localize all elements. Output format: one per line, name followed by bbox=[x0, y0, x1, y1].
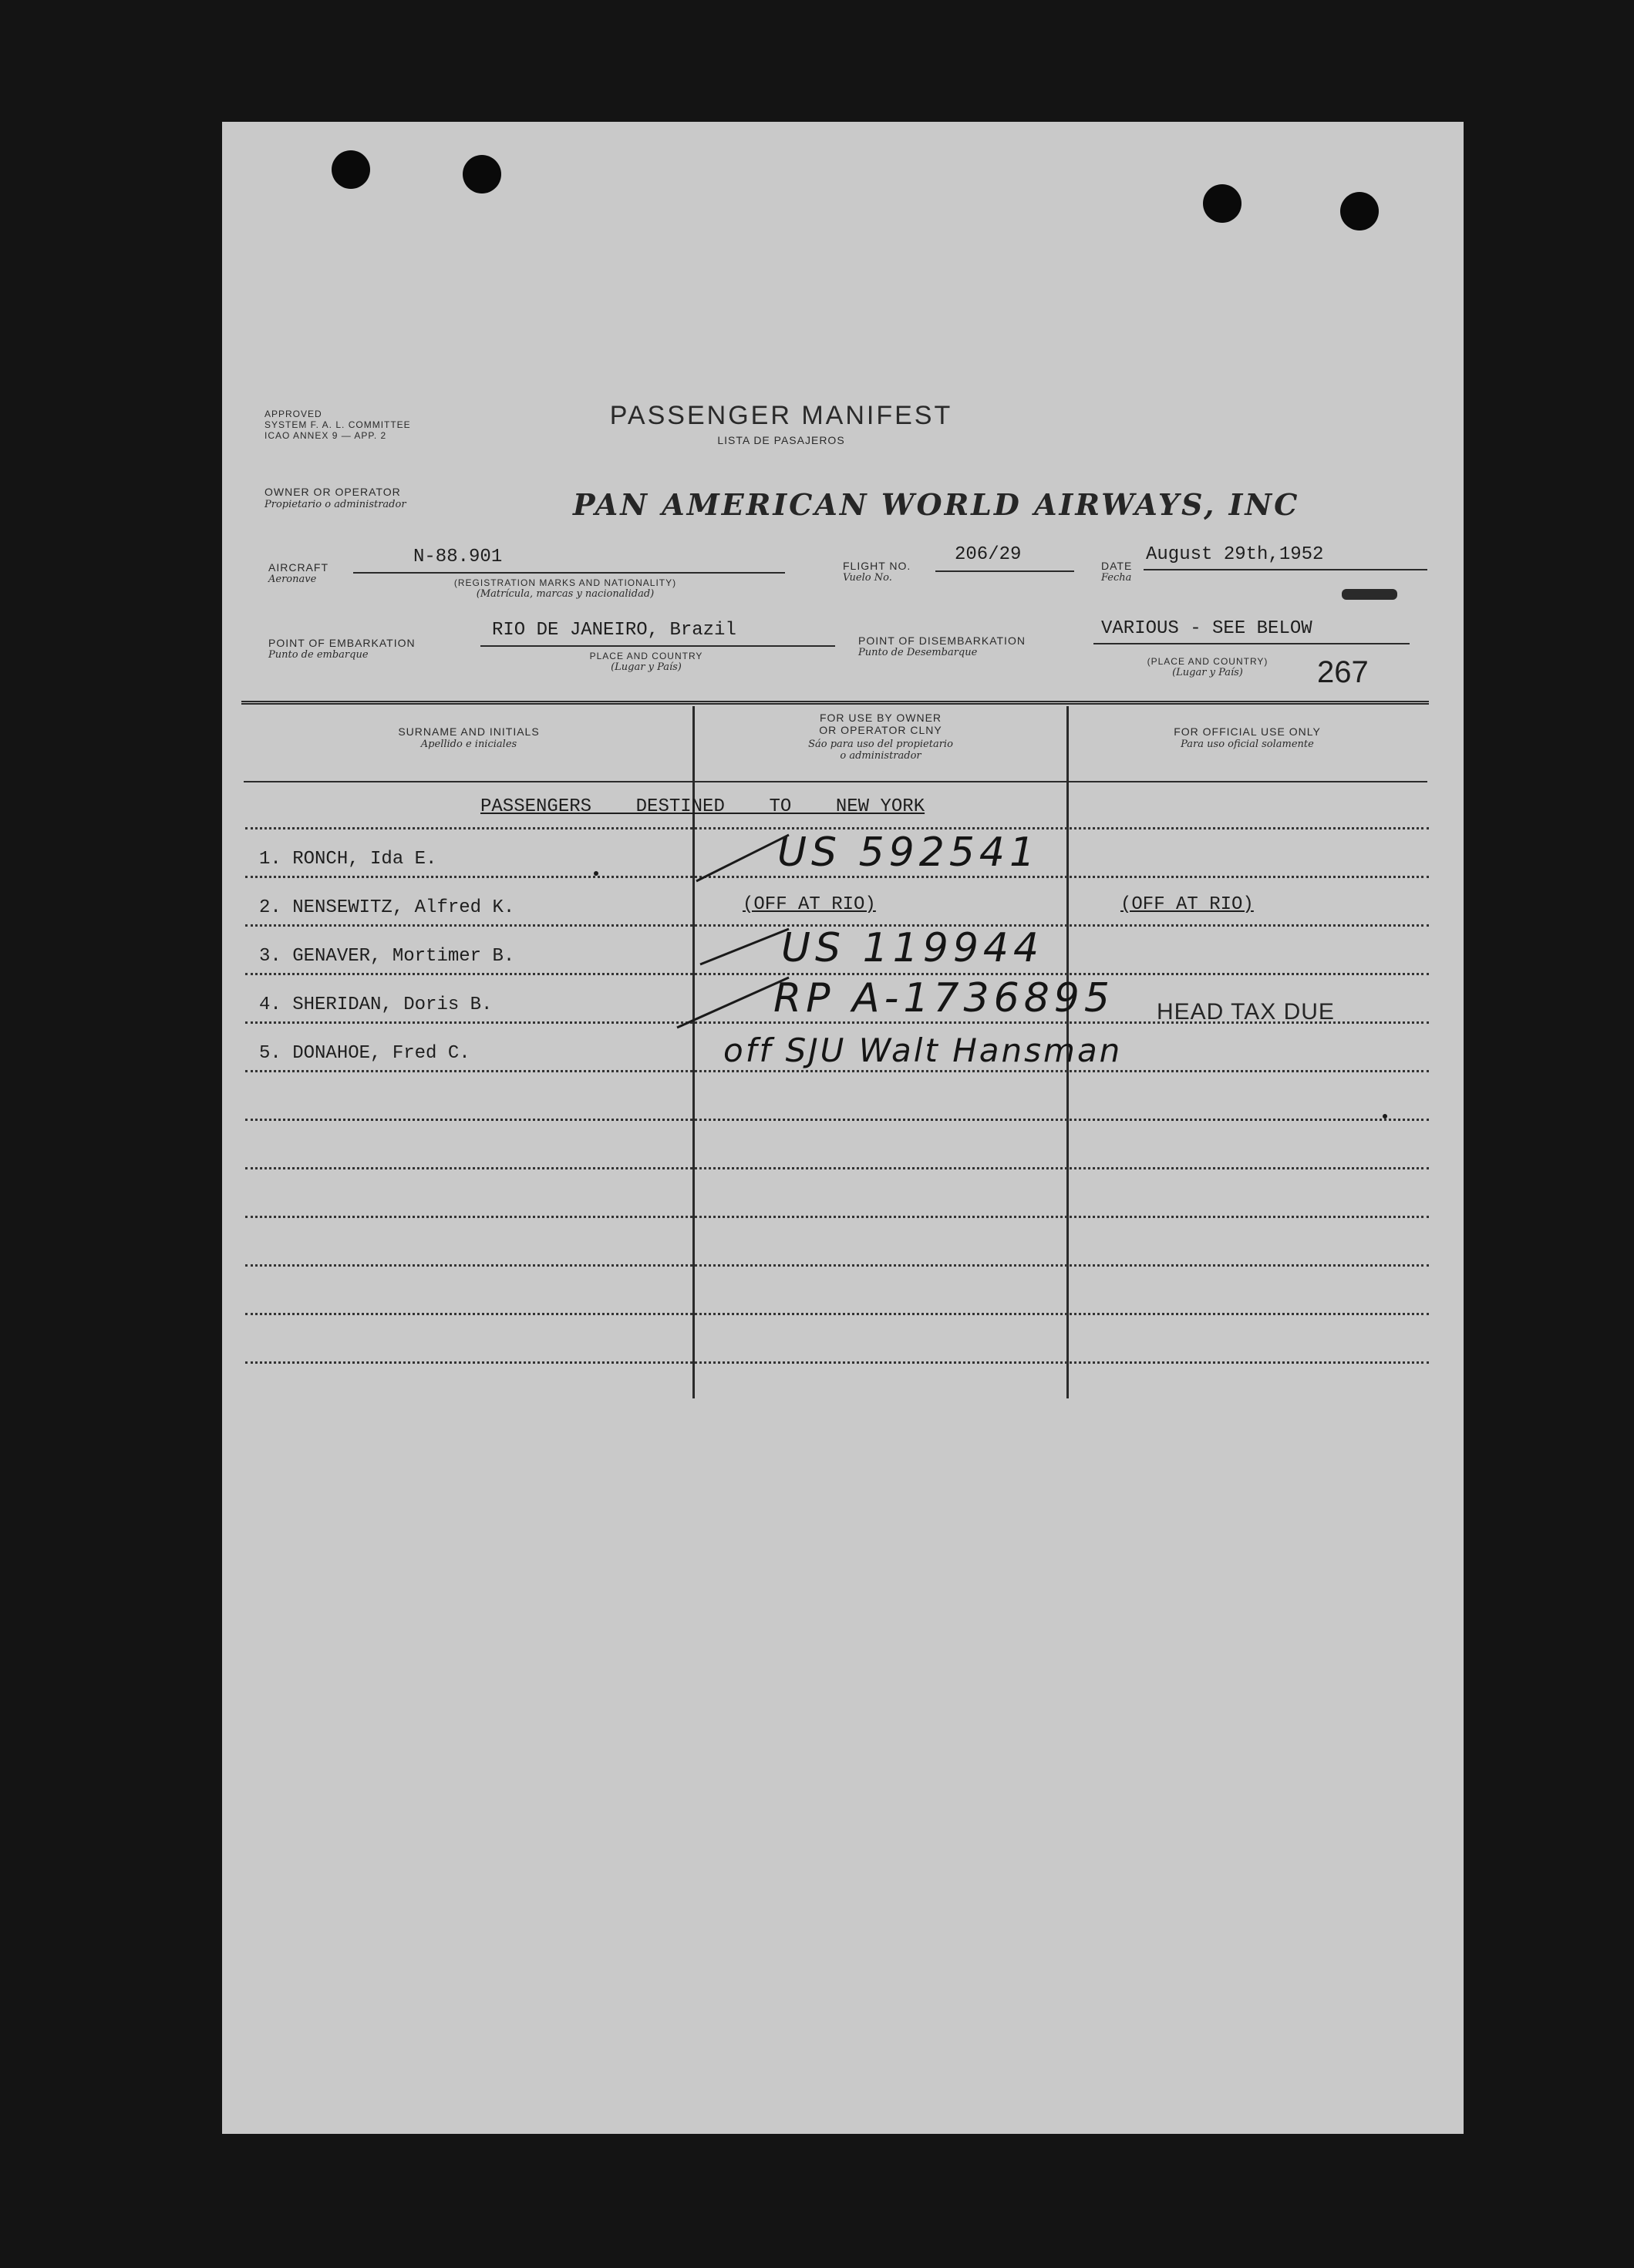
column-header-official: FOR OFFICIAL USE ONLY bbox=[1174, 725, 1321, 738]
passenger-name: 5. DONAHOE, Fred C. bbox=[259, 1043, 470, 1064]
flight-value: 206/29 bbox=[955, 544, 1022, 565]
date-label: DATE bbox=[1101, 560, 1133, 572]
aircraft-label: AIRCRAFT bbox=[268, 561, 328, 574]
manifest-page bbox=[222, 122, 1464, 2134]
official-note: HEAD TAX DUE bbox=[1157, 999, 1335, 1025]
column-header-official-es: Para uso oficial solamente bbox=[1181, 739, 1314, 750]
column-header-surname-es: Apellido e iniciales bbox=[420, 739, 517, 750]
disembark-value: VARIOUS - SEE BELOW bbox=[1101, 618, 1312, 639]
column-header-line: OR OPERATOR CLNY bbox=[819, 724, 942, 736]
passenger-name: 2. NENSEWITZ, Alfred K. bbox=[259, 897, 515, 918]
operator-note: (OFF AT RIO) bbox=[743, 894, 876, 915]
registration-label-es: (Matrícula, marcas y nacionalidad) bbox=[476, 588, 655, 600]
place-label: PLACE AND COUNTRY bbox=[589, 651, 703, 661]
check-stroke bbox=[700, 929, 789, 964]
disembark-label: POINT OF DISEMBARKATION bbox=[858, 634, 1026, 647]
operator-name: PAN AMERICAN WORLD AIRWAYS, INC bbox=[573, 487, 1300, 522]
column-header-line: FOR USE BY OWNER bbox=[819, 712, 942, 724]
passenger-name: 4. SHERIDAN, Doris B. bbox=[259, 994, 493, 1015]
official-note: (OFF AT RIO) bbox=[1120, 894, 1254, 915]
stray-mark bbox=[1383, 1114, 1387, 1119]
column-header-line: o administrador bbox=[840, 750, 921, 762]
place-label-2-es: (Lugar y País) bbox=[1172, 667, 1243, 678]
approval-line: APPROVED bbox=[264, 409, 322, 419]
disembark-label-es: Punto de Desembarque bbox=[858, 647, 978, 658]
passenger-name: 1. RONCH, Ida E. bbox=[259, 849, 437, 870]
row-rule bbox=[245, 1264, 1429, 1267]
place-label-2: (PLACE AND COUNTRY) bbox=[1147, 656, 1268, 667]
check-stroke bbox=[696, 835, 789, 881]
operator-note: US 119944 bbox=[781, 925, 1044, 971]
page-title: PASSENGER MANIFEST bbox=[609, 401, 953, 430]
page-title-es: LISTA DE PASAJEROS bbox=[717, 434, 845, 446]
stamp-number: 267 bbox=[1317, 655, 1369, 689]
owner-label: OWNER OR OPERATOR bbox=[264, 486, 401, 498]
row-rule bbox=[245, 1361, 1429, 1364]
approval-line: SYSTEM F. A. L. COMMITTEE bbox=[264, 419, 411, 430]
column-header-line: Sáo para uso del propietario bbox=[808, 739, 953, 750]
column-header-surname: SURNAME AND INITIALS bbox=[398, 725, 540, 738]
check-stroke bbox=[677, 978, 789, 1028]
row-rule bbox=[245, 1313, 1429, 1315]
flight-label-es: Vuelo No. bbox=[843, 572, 892, 584]
aircraft-value: N-88.901 bbox=[413, 547, 503, 567]
date-label-es: Fecha bbox=[1101, 572, 1132, 584]
operator-note: off SJU Walt Hansman bbox=[723, 1031, 1123, 1069]
embark-label: POINT OF EMBARKATION bbox=[268, 637, 416, 649]
owner-label-es: Propietario o administrador bbox=[264, 499, 406, 510]
date-value: August 29th,1952 bbox=[1146, 544, 1324, 565]
stray-mark bbox=[594, 871, 598, 876]
flight-label: FLIGHT NO. bbox=[843, 560, 911, 572]
operator-note: US 592541 bbox=[777, 829, 1040, 876]
approval-line: ICAO ANNEX 9 — APP. 2 bbox=[264, 430, 387, 441]
passenger-name: 3. GENAVER, Mortimer B. bbox=[259, 946, 515, 967]
row-rule bbox=[245, 1216, 1429, 1218]
operator-note: RP A-1736895 bbox=[773, 975, 1114, 1021]
destination-header: PASSENGERS DESTINED TO NEW YORK bbox=[480, 796, 925, 817]
place-label-es: (Lugar y País) bbox=[611, 661, 682, 673]
embark-label-es: Punto de embarque bbox=[268, 649, 369, 661]
aircraft-label-es: Aeronave bbox=[268, 574, 317, 585]
check-marks bbox=[222, 122, 1464, 1201]
embark-value: RIO DE JANEIRO, Brazil bbox=[492, 620, 736, 641]
registration-label: (REGISTRATION MARKS AND NATIONALITY) bbox=[453, 577, 677, 588]
